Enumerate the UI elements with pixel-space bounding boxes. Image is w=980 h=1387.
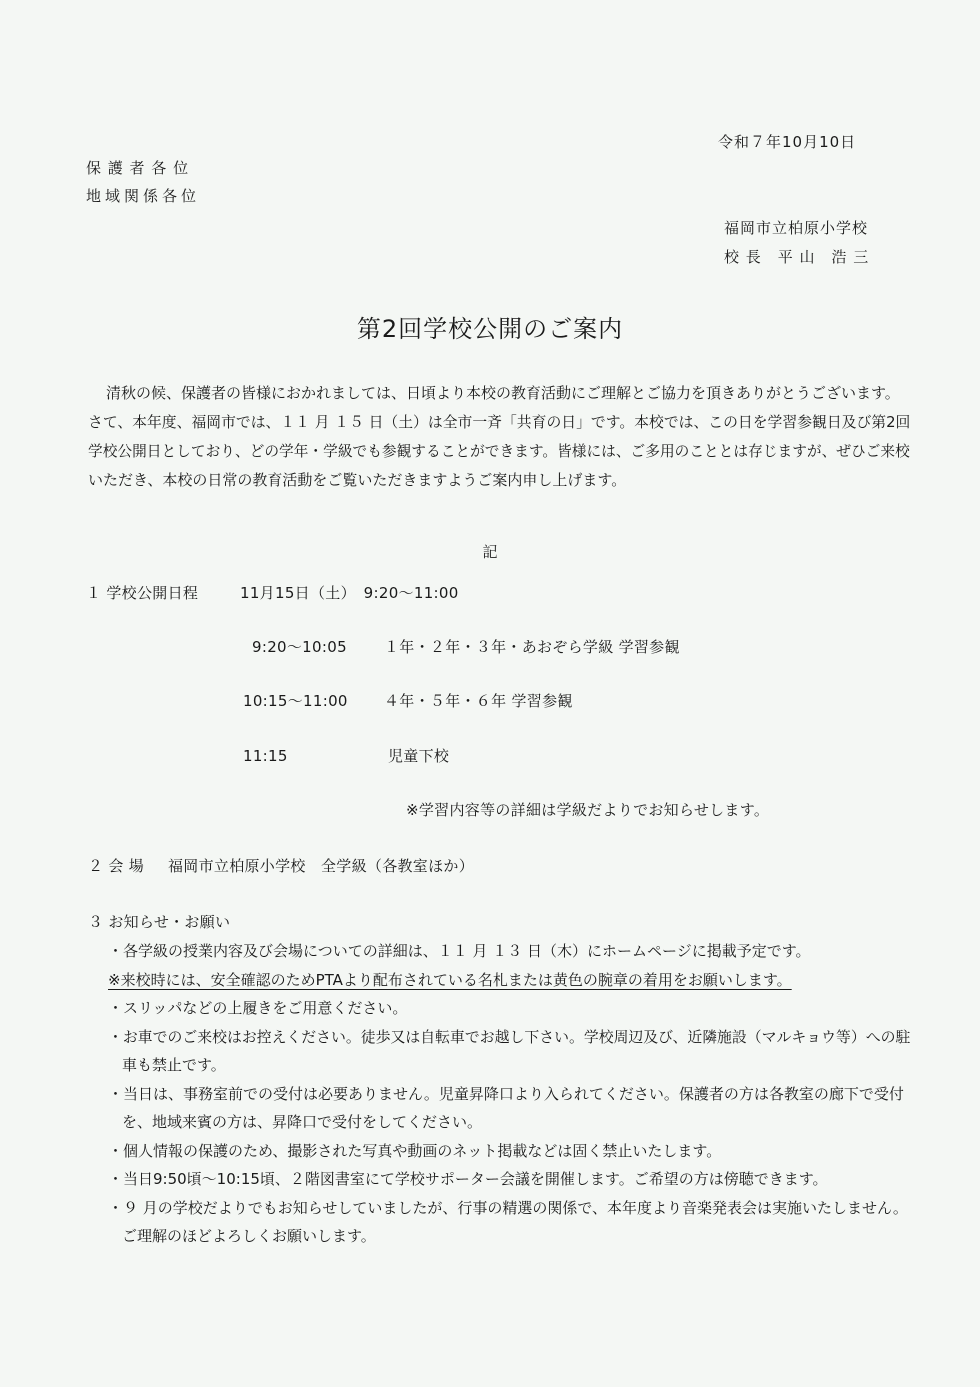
schedule-date-time: 11月15日（土） 9:20～11:00 (240, 584, 459, 602)
schedule-note: ※学習内容等の詳細は学級だよりでお知らせします。 (406, 801, 770, 819)
intro-line: いただき、本校の日常の教育活動をご覧いただきますようご案内申し上げます。 (88, 471, 627, 489)
notice-line: ・各学級の授業内容及び会場についての詳細は、１１ 月 １３ 日（木）にホームページに掲載予定です。 (108, 942, 811, 960)
intro-line: 学校公開日としており、どの学年・学級でも参観することができます。皆様には、ご多用のこととは存じますが、ぜひご来校 (88, 442, 910, 460)
schedule-row-desc: 児童下校 (388, 747, 450, 765)
ki-heading: 記 (482, 543, 498, 561)
notices-heading: ３ お知らせ・お願い (88, 913, 231, 931)
schedule-row-desc: １年・２年・３年・あおぞら学級 学習参観 (384, 638, 680, 656)
notice-line: ・９ 月の学校だよりでもお知らせしていましたが、行事の精選の関係で、本年度より音楽発表会は実施いたしません。 (108, 1199, 908, 1217)
notice-line: ・お車でのご来校はお控えください。徒歩又は自転車でお越し下さい。学校周辺及び、近隣施設（マルキョウ等）への駐 (108, 1028, 911, 1046)
schedule-row-time: 11:15 (243, 747, 288, 765)
schedule-row-time: 10:15～11:00 (243, 692, 348, 710)
principal-name: 校 長 平 山 浩 三 (724, 248, 870, 266)
notice-line: ご理解のほどよろしくお願いします。 (122, 1227, 376, 1245)
recipient-guardians: 保 護 者 各 位 (86, 159, 190, 177)
school-name: 福岡市立柏原小学校 (724, 219, 869, 237)
venue-text: 福岡市立柏原小学校 全学級（各教室ほか） (168, 857, 475, 875)
bleed-through-shape (100, 40, 660, 110)
notice-line: ・当日は、事務室前での受付は必要ありません。児童昇降口より入られてください。保護者の方は各教室の廊下で受付 (108, 1085, 904, 1103)
intro-line: さて、本年度、福岡市では、１１ 月 １５ 日（土）は全市一斉「共育の日」です。本校では、この日を学習参観日及び第2回 (88, 413, 911, 431)
notice-line: を、地域来賓の方は、昇降口で受付をしてください。 (122, 1113, 483, 1131)
intro-line: 清秋の候、保護者の皆様におかれましては、日頃より本校の教育活動にご理解とご協力を頂きありがとうございます。 (106, 384, 900, 402)
schedule-row-time: 9:20～10:05 (252, 638, 347, 656)
schedule-row-desc: ４年・５年・６年 学習参観 (384, 692, 573, 710)
schedule-heading: １ 学校公開日程 (86, 584, 199, 602)
notice-line: ・個人情報の保護のため、撮影された写真や動画のネット掲載などは固く禁止いたします。 (108, 1142, 722, 1160)
recipient-community: 地域関係各位 (86, 187, 201, 205)
notice-line: 車も禁止です。 (122, 1056, 226, 1074)
venue-heading: ２ 会 場 (88, 857, 145, 875)
document-date: 令和７年10月10日 (718, 133, 857, 151)
notice-line: ・当日9:50頃～10:15頃、２階図書室にて学校サポーター会議を開催します。ご希望の方は傍聴できます。 (108, 1170, 828, 1188)
page-title: 第2回学校公開のご案内 (356, 315, 624, 343)
notice-line-emphasis: ※来校時には、安全確認のためPTAより配布されている名札または黄色の腕章の着用をお願いします。 (108, 971, 792, 989)
notice-line: ・スリッパなどの上履きをご用意ください。 (108, 999, 408, 1017)
